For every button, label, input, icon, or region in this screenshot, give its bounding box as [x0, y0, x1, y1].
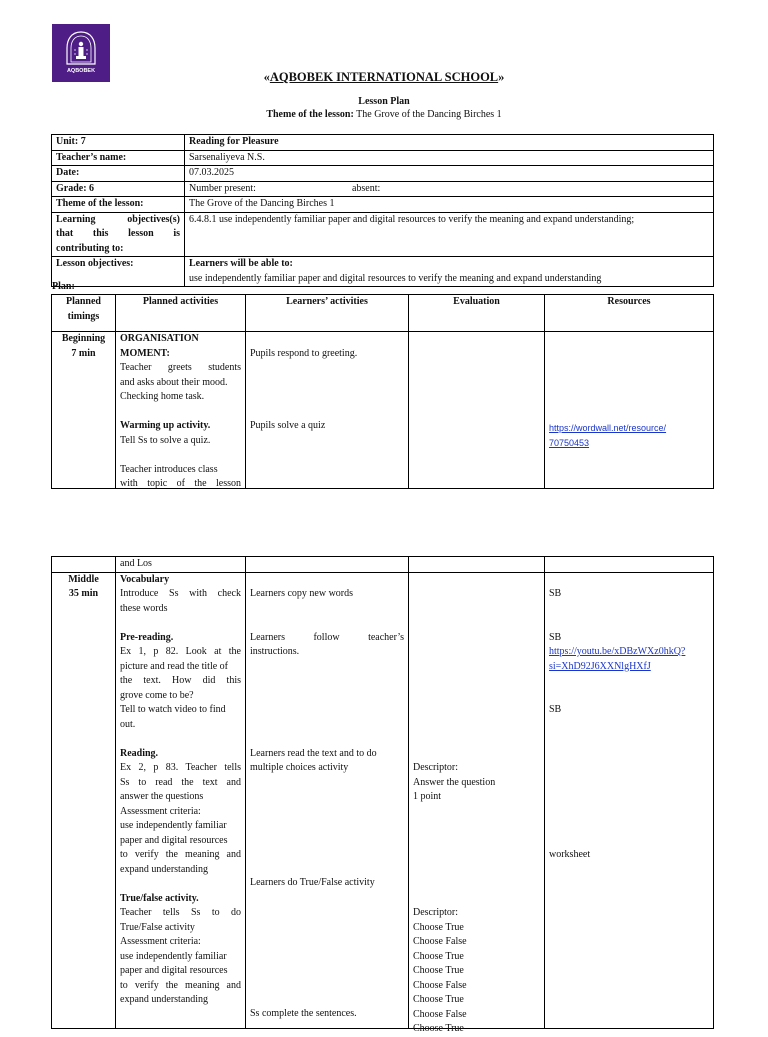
evaluation-beginning: [409, 332, 545, 489]
learners-beginning: Pupils respond to greeting. Pupils solve a quiz: [246, 332, 409, 489]
plan-header-row: [52, 295, 714, 332]
plan-row-middle: [52, 572, 714, 1028]
wordwall-link[interactable]: https://wordwall.net/resource/: [549, 423, 667, 433]
activities-middle: Vocabulary Introduce Ss with check these words Pre-reading. Ex 1, p 82. Look at the picture and read the title of the text. How did this grove come to be? Tell to watch video to find out. Reading. Ex 2, p 83. Teacher tells Ss to read the text and answer the questions Assessment criteria: use independently familiar paper and digital resources to verify the meaning and expand understanding True/false activity. Teacher tells Ss to do True/False activity Assessment criteria: use independently familiar paper and digital resources to verify the meaning and expand understanding: [116, 572, 246, 1028]
info-row-lesson-objectives: Lesson objectives: Learners will be able to: use independently familiar paper and digital resources to verify the meaning and expand understanding: [52, 257, 714, 287]
activities-beginning: ORGANISATION MOMENT: Teacher greets students and asks about their mood. Checking home task. Warming up activity. Tell Ss to solve a quiz. Teacher introduces class with topic of the lesson: [116, 332, 246, 489]
info-row-grade: Grade: 6 Number present: absent:: [52, 181, 714, 197]
plan-table: [51, 294, 714, 489]
timing-middle: Middle 35 min: [52, 572, 116, 1028]
evaluation-middle: Descriptor: Answer the question 1 point Descriptor: Choose True Choose False Choose True Choose True Choose False Choose True Choose False Choose True: [409, 572, 545, 1028]
info-row-unit: Unit: 7 Reading for Pleasure: [52, 135, 714, 151]
info-row-learning-objectives: Learning objectives(s) that this lesson is contributing to: 6.4.8.1 use independently familiar paper and digital resources to verify the meaning and expand understanding;: [52, 212, 714, 257]
continued-text: and Los: [116, 557, 246, 573]
header-evaluation: Evaluation: [409, 295, 545, 332]
learners-middle: Learners copy new words Learners follow teacher’s instructions. Learners read the text and to do multiple choices activity Learners do True/False activity Ss complete the sentences.: [246, 572, 409, 1028]
resources-middle: SB SB https://youtu.be/xDBzWXz0hkQ? si=XhD92J6XXNlgHXfJ SB worksheet: [545, 572, 714, 1028]
absent-label: absent:: [351, 182, 381, 194]
plan-label: Plan:: [52, 281, 75, 292]
plan-row-beginning: [52, 332, 714, 489]
resources-beginning: [545, 332, 714, 489]
youtube-link-cont[interactable]: si=XhD92J6XXNlgHXfJ: [549, 660, 651, 672]
document-title: Lesson Plan: [358, 96, 410, 107]
wordwall-link-cont[interactable]: 70750453: [549, 437, 590, 448]
plan-table-continued: [51, 556, 714, 1034]
plan-row-continued: [52, 557, 714, 573]
header-timings: Planned timings: [52, 295, 116, 332]
lesson-info-table: [51, 134, 714, 287]
number-present-label: Number present:: [189, 182, 256, 194]
header-activities: Planned activities: [116, 295, 246, 332]
logo-text: AQBOBEK: [66, 68, 96, 74]
timing-beginning: Beginning 7 min: [52, 332, 116, 489]
header-learners: Learners’ activities: [246, 295, 409, 332]
info-row-teacher: Teacher’s name: Sarsenaliyeva N.S.: [52, 150, 714, 166]
school-title: «AQBOBEK INTERNATIONAL SCHOOL»: [263, 70, 505, 84]
info-row-date: Date: 07.03.2025: [52, 166, 714, 182]
lesson-theme: Theme of the lesson: The Grove of the Dancing Birches 1: [266, 109, 502, 120]
header-resources: Resources: [545, 295, 714, 332]
info-row-theme: Theme of the lesson: The Grove of the Dancing Birches 1: [52, 197, 714, 213]
youtube-link[interactable]: https://youtu.be/xDBzWXz0hkQ?: [549, 646, 686, 657]
